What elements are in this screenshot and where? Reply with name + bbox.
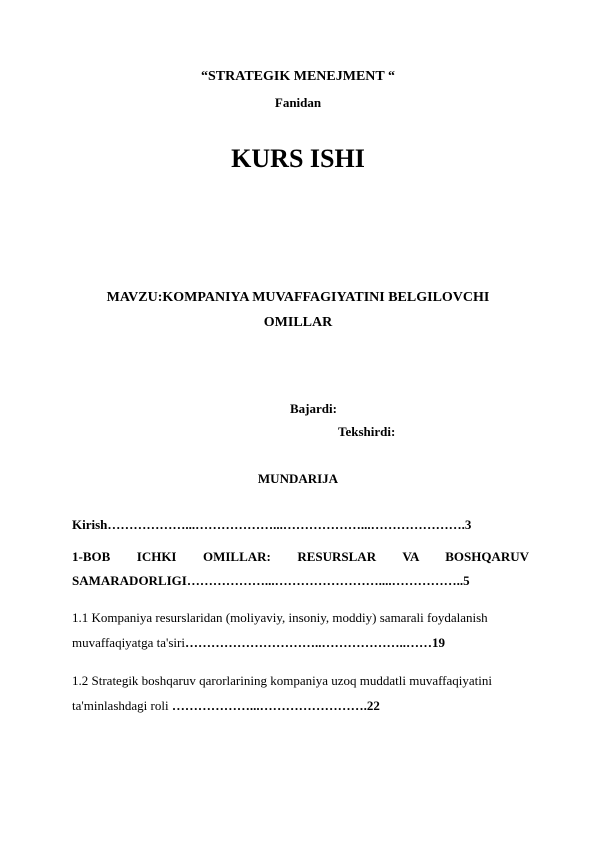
toc-entry-chapter-1-line-1: 1-BOB ICHKI OMILLAR: RESURSLAR VA BOSHQARUV bbox=[72, 549, 529, 564]
toc-entry-1-1-line-1: 1.1 Kompaniya resurslaridan (moliyaviy, insoniy, moddiy) samarali foydalanish bbox=[72, 610, 488, 625]
subject-subtitle: Fanidan bbox=[274, 95, 322, 110]
toc-entry-chapter-1-line-2: SAMARADORLIGI………………...……………………....……………..5 bbox=[72, 573, 470, 588]
toc-heading: MUNDARIJA bbox=[257, 471, 339, 486]
subject-title: “STRATEGIK MENEJMENT “ bbox=[201, 69, 395, 84]
checked-by-label: Tekshirdi: bbox=[338, 424, 396, 439]
toc-entry-1-2-line-2 bbox=[72, 698, 380, 714]
theme-line-2: OMILLAR bbox=[263, 315, 333, 330]
done-by-label: Bajardi: bbox=[290, 401, 337, 416]
toc-entry-1-2-line-1: 1.2 Strategik boshqaruv qarorlarining kompaniya uzoq muddatli muvaffaqiyatini bbox=[72, 673, 492, 688]
toc-entry-1-2-text: ta'minlashdagi roli bbox=[72, 698, 172, 713]
document-title: KURS ISHI bbox=[231, 144, 365, 173]
toc-entry-1-1-line-2 bbox=[72, 635, 445, 651]
toc-entry-1-2-leader: ………………...…………………….22 bbox=[171, 698, 380, 713]
toc-entry-1-1-text: muvaffaqiyatga ta'siri bbox=[72, 635, 185, 650]
toc-entry-1-1-leader: …………………………..………………..……19 bbox=[184, 635, 445, 650]
toc-entry-introduction: Kirish………………...………………...………………...………………….3 bbox=[72, 517, 472, 532]
theme-line-1: MAVZU:KOMPANIYA MUVAFFAGIYATINI BELGILOVCHI bbox=[106, 290, 490, 305]
